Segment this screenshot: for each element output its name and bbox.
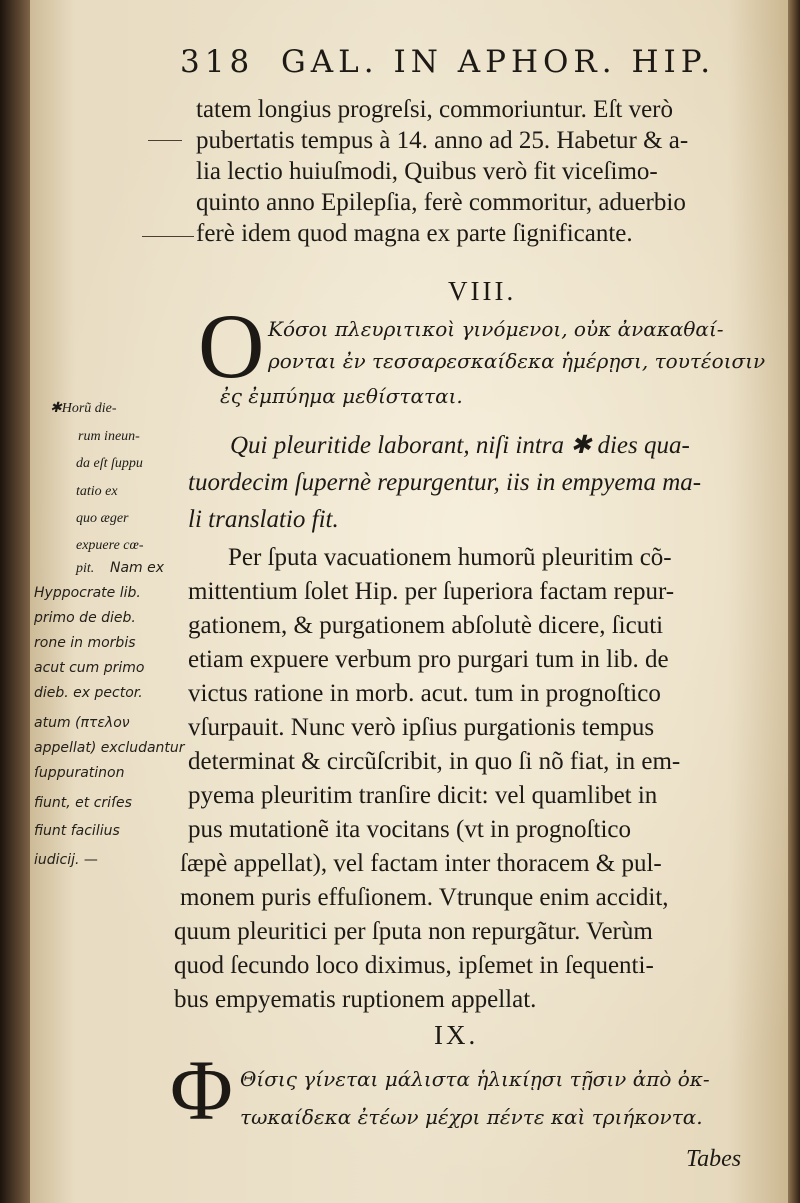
- commentary-line: vſurpauit. Nunc verò ipſius purgationis tempus: [188, 714, 655, 741]
- text-line: ferè idem quod magna ex parte ſignificante.: [196, 220, 633, 247]
- commentary-line: bus empyematis ruptionem appellat.: [174, 986, 537, 1013]
- commentary-line: ſæpè appellat), vel factam inter thoracem & pul-: [180, 850, 662, 877]
- handwritten-note-line: primo de dieb.: [34, 610, 136, 626]
- drop-cap: Φ: [170, 1042, 233, 1138]
- catchword: Tabes: [686, 1146, 742, 1172]
- greek-line: ρονται ἐν τεσσαρεσκαίδεκα ἡμέρῃσι, τουτέοισιν: [268, 349, 766, 373]
- ink-stroke: [148, 140, 182, 141]
- section-numeral: IX.: [434, 1020, 479, 1050]
- section-numeral: VIII.: [448, 276, 517, 306]
- handwritten-note-line: Nam ex: [110, 560, 165, 576]
- handwritten-note-line: ſuppuratinon: [34, 765, 125, 781]
- commentary-line: pyema pleuritim tranſire dicit: vel quamlibet in: [188, 782, 658, 809]
- commentary-line: determinat & circũſcribit, in quo ſi nõ fiat, in em-: [188, 748, 681, 775]
- greek-line: Κόσοι πλευριτικοὶ γινόμενοι, οὐκ ἀνακαθαί-: [268, 317, 724, 341]
- margin-note-line: pit.: [76, 561, 95, 576]
- commentary-line: pus mutationẽ ita vocitans (vt in prognoſtico: [188, 816, 631, 843]
- text-line: quinto anno Epilepſia, ferè commoritur, aduerbio: [196, 189, 686, 216]
- commentary-line: Per ſputa vacuationem humorũ pleuritim cõ-: [228, 544, 672, 571]
- latin-italic-line: Qui pleuritide laborant, niſi intra ✱ dies qua-: [230, 432, 690, 459]
- handwritten-note-line: Hyppocrate lib.: [34, 585, 141, 601]
- book-page: [30, 0, 788, 1203]
- greek-line: τωκαίδεκα ἐτέων μέχρι πέντε καὶ τριήκοντα.: [240, 1105, 703, 1129]
- handwritten-note-line: atum (πτελον: [34, 715, 130, 731]
- margin-note-line: tatio ex: [76, 484, 118, 499]
- book-spine-shadow: [0, 0, 34, 1203]
- commentary-line: quod ſecundo loco diximus, ipſemet in ſequenti-: [174, 952, 654, 979]
- latin-italic-line: li translatio fit.: [188, 506, 339, 533]
- commentary-line: quum pleuritici per ſputa non repurgãtur. Verùm: [174, 918, 653, 945]
- handwritten-note-line: rone in morbis: [34, 635, 136, 651]
- handwritten-note-line: acut cum primo: [34, 660, 145, 676]
- commentary-line: mittentium ſolet Hip. per ſuperiora factam repur-: [188, 578, 675, 605]
- running-title: GAL. IN APHOR. HIP.: [281, 44, 716, 80]
- handwritten-note-line: appellat) excludantur: [34, 740, 185, 756]
- margin-note-line: rum ineun-: [78, 429, 140, 444]
- commentary-line: gationem, & purgationem abſolutè dicere, ſicuti: [188, 612, 664, 639]
- latin-italic-line: tuordecim ſupernè repurgentur, iis in empyema ma-: [188, 469, 702, 496]
- margin-note-line: expuere cœ-: [76, 538, 144, 553]
- handwritten-note-line: fiunt, et criſes: [34, 795, 132, 811]
- page-number: 318: [180, 44, 255, 80]
- ink-stroke: [142, 236, 194, 237]
- commentary-line: etiam expuere verbum pro purgari tum in lib. de: [188, 646, 669, 673]
- text-line: lia lectio huiuſmodi, Quibus verò fit viceſimo-: [196, 158, 658, 185]
- commentary-line: victus ratione in morb. acut. tum in prognoſtico: [188, 680, 661, 707]
- drop-cap: O: [198, 295, 265, 397]
- running-header: [180, 44, 715, 80]
- text-line: tatem longius progreſsi, commoriuntur. Eſt verò: [196, 96, 674, 123]
- handwritten-note-line: iudicij. —: [34, 852, 98, 868]
- margin-note-line: quo æger: [76, 511, 129, 526]
- text-line: pubertatis tempus à 14. anno ad 25. Habetur & a-: [196, 127, 689, 154]
- margin-note-line: da eſt ſuppu: [76, 456, 143, 471]
- greek-line: ἐς ἐμπύημα μεθίσταται.: [220, 384, 463, 408]
- greek-line: Θίσις γίνεται μάλιστα ἡλικίῃσι τῇσιν ἀπὸ ὀκ-: [240, 1067, 710, 1091]
- handwritten-note-line: fiunt facilius: [34, 823, 120, 839]
- margin-note-line: ✱Horũ die-: [50, 401, 117, 416]
- handwritten-note-line: dieb. ex pector.: [34, 685, 143, 701]
- commentary-line: monem puris effuſionem. Vtrunque enim accidit,: [180, 884, 669, 911]
